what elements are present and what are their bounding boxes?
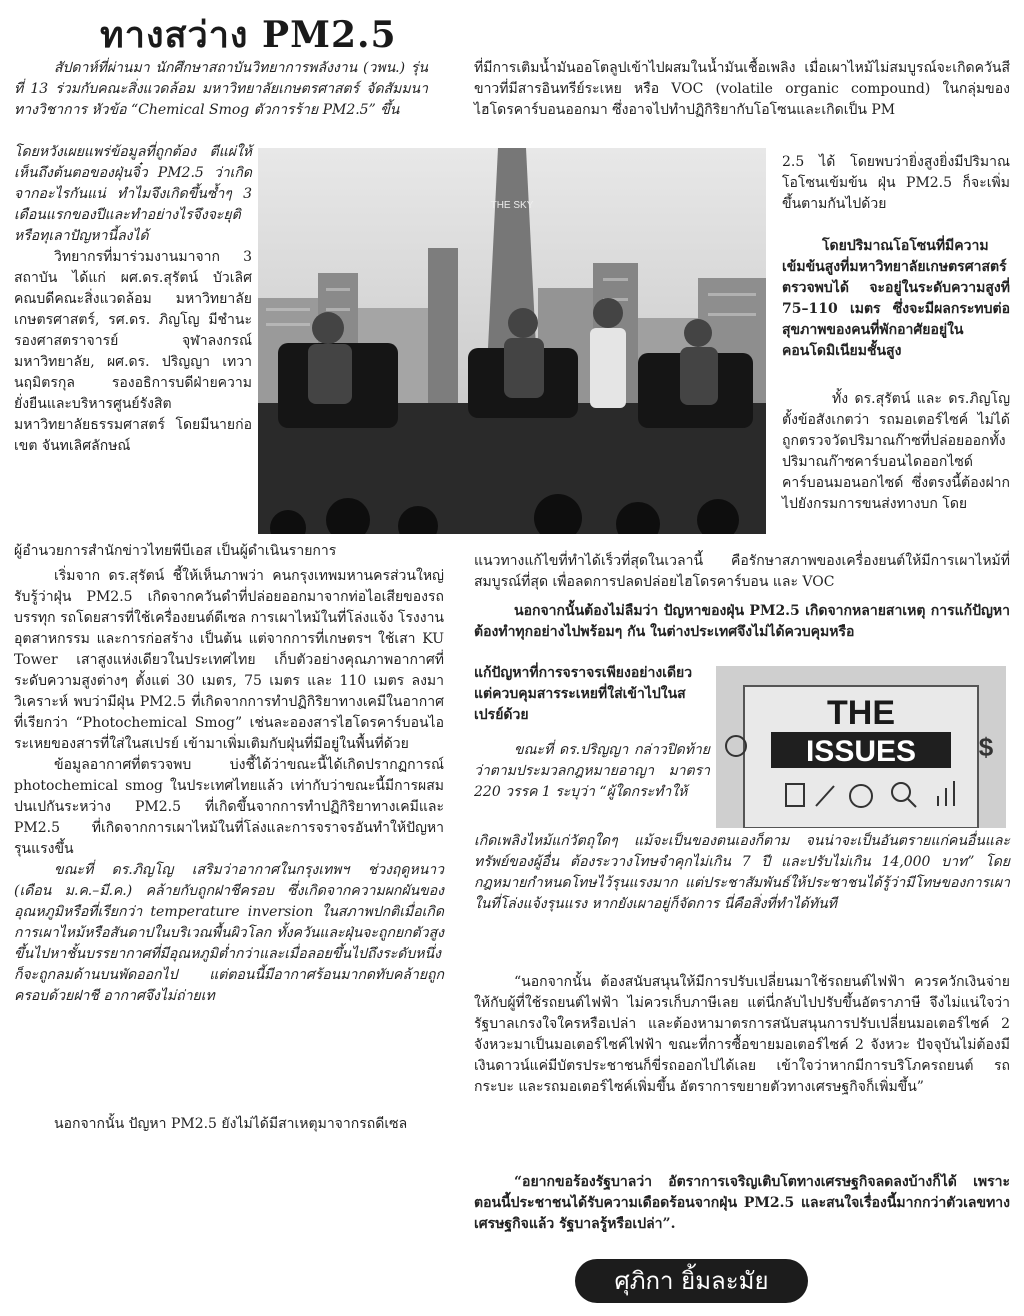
col2-continued: 2.5 ได้ โดยพบว่ายิ่งสูงยิ่งมีปริมาณโอโซนเข้มข้น ฝุ่น PM2.5 ก็จะเพิ่มขึ้นตามกันไปด้วย [782,154,1010,212]
issues-headline-issues: ISSUES [805,735,917,768]
moderator-line: ผู้อำนวยการสำนักข่าวไทยพีบีเอส เป็นผู้ดำเนินรายการ [14,543,337,559]
solution-paragraph: แนวทางแก้ไขที่ทำได้เร็วที่สุดในเวลานี้ คือรักษาสภาพของเครื่องยนต์ให้มีการเผาไหม้ที่สมบูรณ์ที่สุด เพื่อลดการปลดปล่อยไฮโดรคาร์บอน และ VOC [474,553,1010,590]
parinya-continued: เกิดเพลิงไหม้แก่วัตถุใดๆ แม้จะเป็นของตนเองก็ตาม จนน่าจะเป็นอันตรายแก่คนอื่นและทรัพย์ของผู้อื่น ต้องระวางโทษจำคุกไม่เกิน 7 ปี และปรับไม่เกิน 14,000 บาท” โดยกฎหมายกำหนดโทษไว้รุนแรงมาก แต่ประชาสัมพันธ์ให้ประชาชนได้รู้ว่ามีโทษของการเผาในที่โล่งแจ้งรุนแรง หากยังเผาอยู่ก็จัดการ นี่คือสิ่งที่ทำได้ทันที [474,833,1010,912]
dollar-icon: $ [978,732,994,762]
the-issues-image [716,666,1006,828]
ozone-paragraph: โดยปริมาณโอโซนที่มีความเข้มข้นสูงที่มหาวิทยาลัยเกษตรศาสตร์ตรวจพบได้ จะอยู่ในระดับความสูงที่ 75–110 เมตร ซึ่งจะมีผลกระทบต่อสุขภาพของคนที่พักอาศัยอยู่ในคอนโดมิเนียมชั้นสูง [782,238,1010,359]
speakers-paragraph: วิทยากรที่มาร่วมงานมาจาก 3 สถาบัน ได้แก่ ผศ.ดร.สุรัตน์ บัวเลิศ คณบดีคณะสิ่งแวดล้อม มหาวิทยาลัยเกษตรศาสตร์, รศ.ดร. ภิญโญ มีชำนะ รองศาสตราจารย์ จุฬาลงกรณ์มหาวิทยาลัย, ผศ.ดร. ปริญญา เทวานฤมิตรกุล รองอธิการบดีฝ่ายความยั่งยืนและบริหารศูนย์รังสิต มหาวิทยาลัยธรรมศาสตร์ โดยมีนายก่อเขต จันทเลิศลักษณ์ [14,249,252,454]
surat-paragraph: เริ่มจาก ดร.สุรัตน์ ชี้ให้เห็นภาพว่า คนกรุงเทพมหานครส่วนใหญ่รับรู้ว่าฝุ่น PM2.5 เกิดจากควันดำที่ปล่อยออกมาจากท่อไอเสียของรถบรรทุก รถโดยสารที่ใช้เครื่องยนต์ดีเซล การเผาไหม้ในที่โล่งแจ้ง โรงงานอุตสาหกรรม และการก่อสร้าง เป็นต้น แต่จากการที่เกษตรฯ ใช้เสา KU Tower เสาสูงแห่งเดียวในประเทศไทย เก็บตัวอย่างคุณภาพอากาศที่ระดับความสูงต่างๆ ตั้งแต่ 30 เมตร, 75 เมตร และ 110 เมตร ลงมาวิเคราะห์ พบว่ามีฝุ่น PM2.5 ที่เกิดจากการทำปฏิกิริยาทางเคมีในอากาศที่เรียกว่า “Photochemical Smog” เช่นละอองสารไฮโดรคาร์บอนไอระเหยของสารที่ใส่ในสเปรย์ เข้ามาเพิ่มเติมกับฝุ่นที่มีอยู่ในพื้นที่ด้วย [14,568,445,752]
issues-headline-the: THE [827,694,895,732]
diesel-paragraph: นอกจากนั้น ปัญหา PM2.5 ยังไม่ได้มีสาเหตุมาจากรถดีเซล [54,1116,408,1132]
the-issues-illustration [716,666,1006,828]
seminar-photo [258,148,766,534]
parinya-paragraph: ขณะที่ ดร.ปริญญา กล่าวปิดท้ายว่าตามประมวลกฎหมายอาญา มาตรา 220 วรรค 1 ระบุว่า “ผู้ใดกระทำให้ [474,742,710,800]
quote-economy-paragraph: “อยากขอร้องรัฐบาลว่า อัตราการเจริญเติบโตทางเศรษฐกิจลดลงบ้างก็ได้ เพราะตอนนี้ประชาชนได้รับความเดือดร้อนจากฝุ่น PM2.5 และสนใจเรื่องนี้มากกว่าตัวเลขทางเศรษฐกิจแล้ว รัฐบาลรู้หรือเปล่า”. [474,1174,1010,1232]
seminar-photo-illustration [258,148,766,534]
pinyo-paragraph: ขณะที่ ดร.ภิญโญ เสริมว่าอากาศในกรุงเทพฯ ช่วงฤดูหนาว (เดือน ม.ค.–มี.ค.) คล้ายกับถูกฝาชีครอบ ซึ่งเกิดจากความผกผันของอุณหภูมิหรือที่เรียกว่า temperature inversion ในสภาพปกติเมื่อเกิดการเผาไหม้หรือสันดาปในบริเวณพื้นผิวโลก ทั้งควันและฝุ่นจะถูกยกตัวสูงขึ้นไปหาชั้นบรรยากาศที่มีอุณหภูมิต่ำกว่าและเมื่อลอยขึ้นไปถึงระดับหนึ่งก็จะถูกลมด้านบนพัดออกไป แต่ตอนนี้มีอากาศร้อนมากดทับคล้ายถูกครอบด้วยฝาชี อากาศจึงไม่ถ่ายเท [14,862,444,1004]
tower-text: THE SKY [490,200,534,211]
quote-ev-paragraph: “นอกจากนั้น ต้องสนับสนุนให้มีการปรับเปลี่ยนมาใช้รถยนต์ไฟฟ้า ควรควักเงินจ่ายให้กับผู้ที่ใช้รถยนต์ไฟฟ้า ไม่ควรเก็บภาษีเลย แต่นี่กลับไปปรับขึ้นอัตราภาษี จึงไม่แน่ใจว่ารัฐบาลเกรงใจใครหรือเปล่า และต้องหามาตรการสนับสนุนการปรับเปลี่ยนมอเตอร์ไซค์ 2 จังหวะมาเป็นมอเตอร์ไซค์ไฟฟ้า ขณะที่การซื้อขายมอเตอร์ไซค์ 2 จังหวะ ปัจจุบันไม่ต้องมีเงินดาวน์แค่มีบัตรประชาชนก็ขี่รถออกไปได้เลย เข้าใจว่าหากมีการบริโภครถยนต์ รถกระบะ และรถมอเตอร์ไซค์เพิ่มขึ้น อัตราการขยายตัวทางเศรษฐกิจก็เพิ่มขึ้น” [474,974,1010,1095]
many-causes-paragraph: นอกจากนั้นต้องไม่ลืมว่า ปัญหาของฝุ่น PM2.5 เกิดจากหลายสาเหตุ การแก้ปัญหาต้องทำทุกอย่างไปพร้อมๆ กัน ในต่างประเทศจึงไม่ได้ควบคุมหรือ [474,603,1010,640]
data-paragraph: ข้อมูลอากาศที่ตรวจพบ บ่งชี้ได้ว่าขณะนี้ได้เกิดปรากฏการณ์ photochemical smog ในประเทศไทยแล้ว เท่ากับว่าขณะนี้มีการผสมปนเปกันระหว่าง PM2.5 ที่เกิดขึ้นจากการทำปฏิกิริยาทางเคมีและ PM2.5 ที่เกิดจากการเผาไหม้ในที่โล่งและการจราจรอันทำให้ปัญหารุนแรงขึ้น [14,757,444,857]
page-title: ทางสว่าง PM2.5 [100,14,397,56]
author-byline: ศุภิกา ยิ้มละมัย [575,1259,808,1303]
both-speakers-paragraph: ทั้ง ดร.สุรัตน์ และ ดร.ภิญโญ ตั้งข้อสังเกตว่า รถมอเตอร์ไซค์ ไม่ได้ถูกตรวจวัดปริมาณก๊าซที่ปล่อยออกทั้งปริมาณก๊าซคาร์บอนไดออกไซด์ คาร์บอนมอนอกไซด์ ซึ่งตรงนี้ต้องฝากไปยังกรมการขนส่งทางบก โดย [782,391,1010,512]
intro-paragraph: สัปดาห์ที่ผ่านมา นักศึกษาสถาบันวิทยาการพลังงาน (วพน.) รุ่นที่ 13 ร่วมกับคณะสิ่งแวดล้อม มหาวิทยาลัยเกษตรศาสตร์ จัดสัมมนาทางวิชาการ หัวข้อ “Chemical Smog ตัวการร้าย PM2.5” ขึ้น [14,60,428,118]
many-causes-continued: แก้ปัญหาที่การจราจรเพียงอย่างเดียว แต่ควบคุมสารระเหยที่ใส่เข้าไปในสเปรย์ด้วย [474,665,693,723]
col2-top-paragraph: ที่มีการเติมน้ำมันออโตลูปเข้าไปผสมในน้ำมันเชื้อเพลิง เมื่อเผาไหม้ไม่สมบูรณ์จะเกิดควันสีขาวที่มีสารอินทรีย์ระเหย หรือ VOC (volatile organic compound) ในกลุ่มของไฮโดรคาร์บอนออกมา ซึ่งอาจไปทำปฏิกิริยากับโอโซนและเกิดเป็น PM [474,60,1010,118]
intro-continued: โดยหวังเผยแพร่ข้อมูลที่ถูกต้อง ตีแผ่ให้เห็นถึงต้นตอของฝุ่นจิ๋ว PM2.5 ว่าเกิดจากอะไรกันแน่ ทำไมจึงเกิดขึ้นซ้ำๆ 3 เดือนแรกของปีและทำอย่างไรจึงจะยุติหรือทุเลาปัญหานี้ลงได้ [14,144,252,244]
